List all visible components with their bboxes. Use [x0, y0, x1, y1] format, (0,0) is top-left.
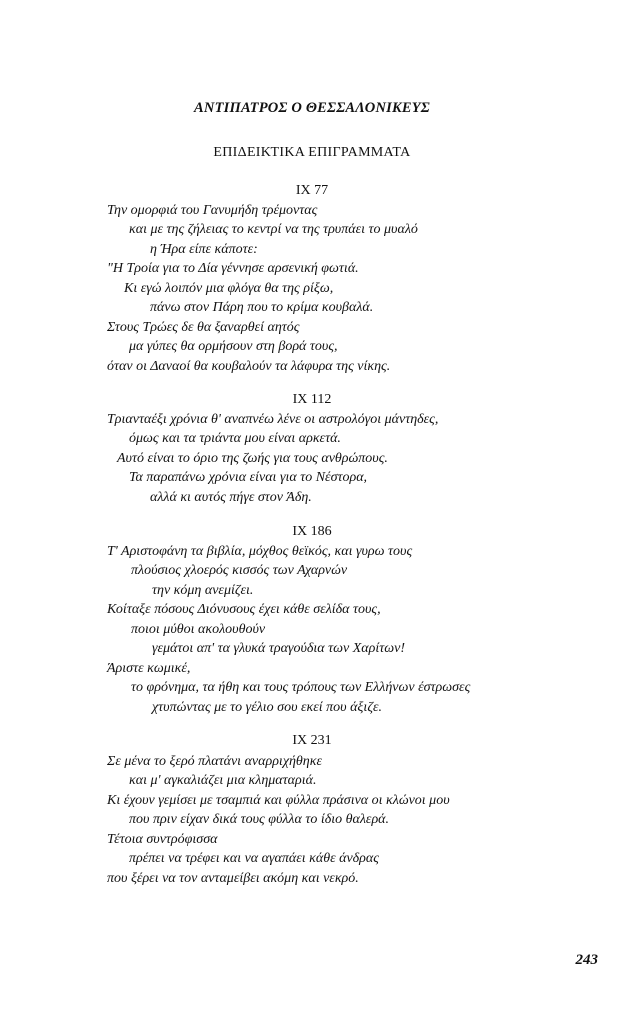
poem-line: όταν οι Δαναοί θα κουβαλούν τα λάφυρα της νίκης.: [107, 359, 391, 374]
poem-title: IX 77: [295, 183, 329, 198]
poem-line: και με της ζήλειας το κεντρί να της τρυπάει το μυαλό: [129, 222, 418, 237]
poem-title: IX 231: [292, 733, 332, 748]
poem-line: και μ' αγκαλιάζει μια κληματαριά.: [129, 773, 317, 788]
poem-line: γεμάτοι απ' τα γλυκά τραγούδια των Χαρίτων!: [152, 641, 406, 656]
poem-line: την κόμη ανεμίζει.: [152, 583, 254, 598]
poem-line: Την ομορφιά του Γανυμήδη τρέμοντας: [107, 203, 318, 218]
poem-line: Κοίταξε πόσους Διόνυσους έχει κάθε σελίδα τους,: [107, 602, 381, 617]
poem-line: Κι έχουν γεμίσει με τσαμπιά και φύλλα πράσινα οι κλώνοι μου: [107, 793, 450, 808]
poem-line: αλλά κι αυτός πήγε στον Άδη.: [150, 490, 312, 505]
poem-line: Άριστε κωμικέ,: [107, 661, 191, 676]
poem-line: Σε μένα το ξερό πλατάνι αναρριχήθηκε: [107, 754, 322, 769]
poem-line: που ξέρει να τον ανταμείβει ακόμη και νεκρό.: [107, 871, 359, 886]
poem-title: IX 186: [292, 524, 332, 539]
poem-line: όμως και τα τριάντα μου είναι αρκετά.: [129, 431, 341, 446]
poem-line: ποιοι μύθοι ακολουθούν: [131, 622, 266, 637]
section-heading: ΕΠΙΔΕΙΚΤΙΚΑ ΕΠΙΓΡΑΜΜΑΤΑ: [213, 145, 411, 160]
poem-line: Τα παραπάνω χρόνια είναι για το Νέστορα,: [129, 470, 368, 485]
poem-line: το φρόνημα, τα ήθη και τους τρόπους των Ελλήνων έστρωσες: [131, 680, 471, 695]
poem-line: πάνω στον Πάρη που το κρίμα κουβαλά.: [150, 300, 374, 315]
poem-line: χτυπώντας με το γέλιο σου εκεί που άξιζε.: [152, 700, 383, 715]
poem-line: η Ήρα είπε κάποτε:: [150, 242, 258, 257]
poem-line: πρέπει να τρέφει και να αγαπάει κάθε άνδρας: [129, 851, 379, 866]
poem-line: Τριανταέξι χρόνια θ' αναπνέω λένε οι αστρολόγοι μάντηδες,: [107, 412, 439, 427]
author-heading: ΑΝΤΙΠΑΤΡΟΣ Ο ΘΕΣΣΑΛΟΝΙΚΕΥΣ: [194, 100, 430, 116]
poem-line: Κι εγώ λοιπόν μια φλόγα θα της ρίξω,: [124, 281, 334, 296]
poem-line: Στους Τρώες δε θα ξαναρθεί αητός: [107, 320, 300, 335]
poem-line: που πριν είχαν δικά τους φύλλα το ίδιο θαλερά.: [129, 812, 390, 827]
poem-line: Τ' Αριστοφάνη τα βιβλία, μόχθος θεϊκός, και γυρω τους: [107, 544, 413, 559]
poem-line: Τέτοια συντρόφισσα: [107, 832, 218, 847]
poem-title: IX 112: [292, 392, 332, 407]
page-number: 243: [575, 952, 598, 968]
poem-line: "Η Τροία για το Δία γέννησε αρσενική φωτιά.: [107, 261, 359, 276]
poem-line: μα γύπες θα ορμήσουν στη βορά τους,: [129, 339, 338, 354]
poem-line: Αυτό είναι το όριο της ζωής για τους ανθρώπους.: [117, 451, 388, 466]
poem-line: πλούσιος χλοερός κισσός των Αχαρνών: [131, 563, 348, 578]
